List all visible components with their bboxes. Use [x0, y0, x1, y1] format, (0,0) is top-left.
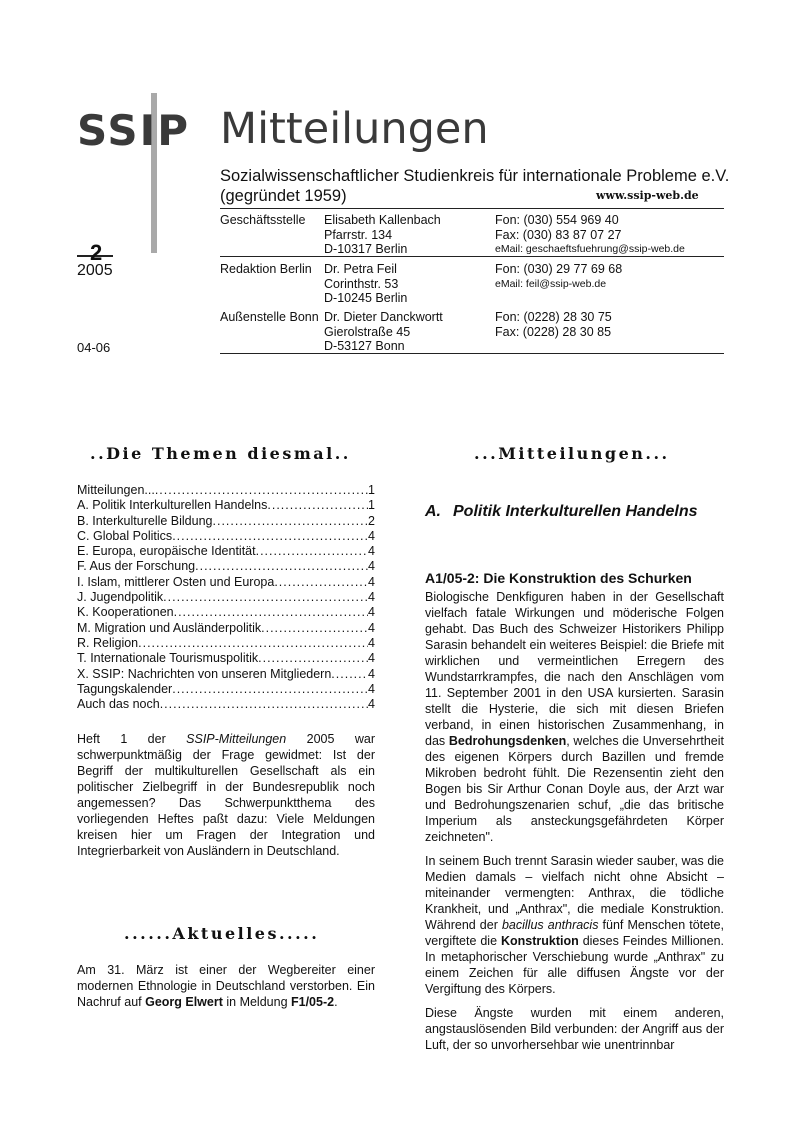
toc-item-page: 4	[368, 605, 375, 620]
aktuelles-paragraph: Am 31. März ist einer der Wegbereiter einer modernen Ethnologie in Deutschland verstorben. Ein Nachruf auf Georg Elwert in Meldung F1/05-2.	[77, 963, 375, 1009]
toc-item-label: M. Migration und Ausländerpolitik	[77, 620, 262, 635]
contact-role: Redaktion Berlin	[220, 262, 312, 276]
address-line: Gierolstraße 45	[324, 324, 411, 339]
toc-item[interactable]	[77, 667, 375, 682]
toc-item-label: I. Islam, mittlerer Osten und Europa	[77, 574, 275, 589]
toc-leader-dots	[195, 559, 368, 574]
toc-leader-dots	[256, 544, 368, 559]
contact-address	[324, 262, 407, 306]
mitteilungen-heading: ...Mitteilungen...	[474, 444, 670, 463]
toc-leader-dots	[172, 682, 368, 697]
toc-item[interactable]	[77, 544, 375, 559]
toc-item[interactable]	[77, 621, 375, 636]
article-paragraph: Diese Ängste wurden mit einem anderen, angstauslösenden Bild verbunden: der Angriff aus der Luft, der so unvorhersehbar wie unentrinnbar	[425, 1006, 724, 1052]
contact-address	[324, 310, 443, 354]
article-body	[425, 589, 724, 1061]
toc-item-label: K. Kooperationen	[77, 605, 174, 620]
toc-item-page: 4	[368, 681, 375, 696]
toc-item-label: T. Internationale Tourismuspolitik	[77, 651, 259, 666]
address-line: Corinthstr. 53	[324, 276, 399, 291]
toc-item-page: 4	[368, 620, 375, 635]
address-line: Dr. Petra Feil	[324, 262, 397, 276]
section-heading: A. Politik Interkulturellen Handelns	[425, 503, 698, 520]
logo-ssip: SSIP	[77, 106, 191, 155]
contact-rule	[220, 353, 724, 354]
toc-item-label: X. SSIP: Nachrichten von unseren Mitgliedern	[77, 666, 332, 681]
toc-item[interactable]	[77, 498, 375, 513]
toc-item-page: 4	[368, 590, 375, 605]
fax: Fax: (030) 83 87 07 27	[495, 227, 622, 242]
article-paragraph: In seinem Buch trennt Sarasin wieder sauber, was die Medien damals – vielfach nicht ohne Absicht – miteinander vermengten: Anthrax, die tödliche Krankheit, und „Anthrax", die mediale Konstruktion. Während der bacillus anthracis fünf Menschen tötete, vergiftete die Konstruktion dieses Feindes Millionen. In metaphorischer Verschiebung wurde „Anthrax" zu einem Zeichen für alle diffusen Ängste vor der Vergiftung des Körpers.	[425, 854, 724, 996]
toc-item-label: B. Interkulturelle Bildung	[77, 513, 213, 528]
toc-item[interactable]	[77, 697, 375, 712]
toc-item-label: R. Religion	[77, 635, 139, 650]
toc-leader-dots	[213, 514, 369, 529]
intro-paragraph: Heft 1 der SSIP-Mitteilungen 2005 war schwerpunktmäßig der Frage gewidmet: Ist der Begriff der multikulturellen Gesellschaft als ein politischer Zielbegriff in der Bundesrepublik noch angemessen? Das Schwerpunktthema des vorliegenden Heftes paßt dazu: Viele Meldungen kreisen hier um Fragen der Integration und Integrierbarkeit von Ausländern in Deutschland.	[77, 732, 375, 858]
toc-leader-dots	[274, 575, 368, 590]
toc-item-page: 4	[368, 574, 375, 589]
toc-item-label: E. Europa, europäische Identität	[77, 544, 256, 559]
toc-item-page: 4	[368, 666, 375, 681]
phone: Fon: (030) 554 969 40	[495, 213, 619, 227]
header-rule	[220, 208, 724, 209]
contact-role: Außenstelle Bonn	[220, 310, 319, 324]
aktuelles-heading: ......Aktuelles.....	[124, 924, 320, 943]
article-paragraph: Biologische Denkfiguren haben in der Gesellschaft vielfach fatale Wirkungen und möderische Folgen gehabt. Das Buch des Schweizer Historikers Philipp Sarasin behandelt ein weiteres Beispiel: die Briefe mit wirklichen und vermeintlichen Erregern des Wundstarrkrampfes, die nach den Anschlägen vom 11. September 2001 in den USA kursierten. Sarasin stellt die Hysterie, die sich mit diesen Briefen verband, in einen historischen Zusammenhang, in das Bedrohungsdenken, welches die Unversehrtheit des eigenen Körpers durch Bazillen und fremde Mikroben bedroht fühlt. Die Rezensentin zieht den Bogen bis Sir Arthur Conan Doyle aus, der Arzt war und Bedrohungszenarien schuf, „die das britische Imperium als ansteckungsgefährdeten Körper zeichneten".	[425, 590, 724, 844]
toc-item-label: F. Aus der Forschung	[77, 559, 196, 574]
toc-leader-dots	[258, 651, 368, 666]
toc-item[interactable]	[77, 575, 375, 590]
contact-numbers	[495, 213, 685, 257]
address-line: Elisabeth Kallenbach	[324, 213, 441, 227]
toc-item[interactable]	[77, 559, 375, 574]
toc-item-label: Tagungskalender	[77, 681, 173, 696]
issue-months: 04-06	[77, 340, 111, 355]
toc-item-page: 4	[368, 528, 375, 543]
contact-address	[324, 213, 441, 257]
toc-item-page: 2	[368, 513, 375, 528]
toc-leader-dots	[138, 636, 368, 651]
toc-leader-dots	[155, 483, 368, 498]
issue-number: 2	[90, 240, 103, 265]
phone: Fon: (0228) 28 30 75	[495, 310, 612, 324]
toc-item-page: 4	[368, 635, 375, 650]
themes-heading: ..Die Themen diesmal..	[90, 444, 351, 463]
address-line: D-10245 Berlin	[324, 291, 408, 305]
contact-numbers	[495, 310, 612, 339]
issue-year: 2005	[77, 262, 113, 279]
toc-item-label: Mitteilungen...	[77, 483, 155, 497]
toc-item[interactable]	[77, 682, 375, 697]
organization-founded: (gegründet 1959)	[220, 187, 347, 205]
address-line: D-10317 Berlin	[324, 242, 408, 256]
toc-item-page: 4	[368, 651, 375, 666]
toc-leader-dots	[261, 621, 368, 636]
toc-item-label: J. Jugendpolitik	[77, 590, 164, 605]
toc-item[interactable]	[77, 483, 375, 498]
toc-leader-dots	[160, 697, 368, 712]
toc-item[interactable]	[77, 529, 375, 544]
toc-item-label: C. Global Politics	[77, 528, 173, 543]
logo-mitteilungen: Mitteilungen	[220, 104, 489, 154]
address-line: Pfarrstr. 134	[324, 227, 393, 242]
toc-item-page: 1	[368, 483, 375, 497]
toc-item-label: A. Politik Interkulturellen Handelns	[77, 498, 268, 513]
toc-item-page: 1	[368, 498, 375, 513]
email-link[interactable]: eMail: geschaeftsfuehrung@ssip-web.de	[495, 243, 685, 255]
toc-item[interactable]	[77, 605, 375, 620]
contact-role: Geschäftsstelle	[220, 213, 306, 227]
toc-leader-dots	[163, 590, 368, 605]
toc-item[interactable]	[77, 636, 375, 651]
toc-leader-dots	[331, 667, 368, 682]
toc-item-page: 4	[368, 544, 375, 559]
toc-item[interactable]	[77, 590, 375, 605]
toc-item[interactable]	[77, 514, 375, 529]
toc-item-page: 4	[368, 559, 375, 574]
toc-leader-dots	[267, 498, 368, 513]
toc-item-page: 4	[368, 697, 375, 712]
website-link[interactable]: www.ssip-web.de	[596, 189, 699, 202]
organization-name: Sozialwissenschaftlicher Studienkreis für internationale Probleme e.V.	[220, 167, 730, 185]
address-line: Dr. Dieter Danckwortt	[324, 310, 443, 324]
toc-item-label: Auch das noch	[77, 697, 160, 712]
toc-leader-dots	[172, 529, 368, 544]
article-title: A1/05-2: Die Konstruktion des Schurken	[425, 570, 692, 586]
toc-leader-dots	[174, 605, 368, 620]
table-of-contents	[77, 483, 375, 712]
fax: Fax: (0228) 28 30 85	[495, 324, 612, 339]
phone: Fon: (030) 29 77 69 68	[495, 262, 623, 276]
toc-item[interactable]	[77, 651, 375, 666]
contact-numbers	[495, 262, 622, 291]
address-line: D-53127 Bonn	[324, 339, 405, 353]
email-link[interactable]: eMail: feil@ssip-web.de	[495, 277, 607, 290]
